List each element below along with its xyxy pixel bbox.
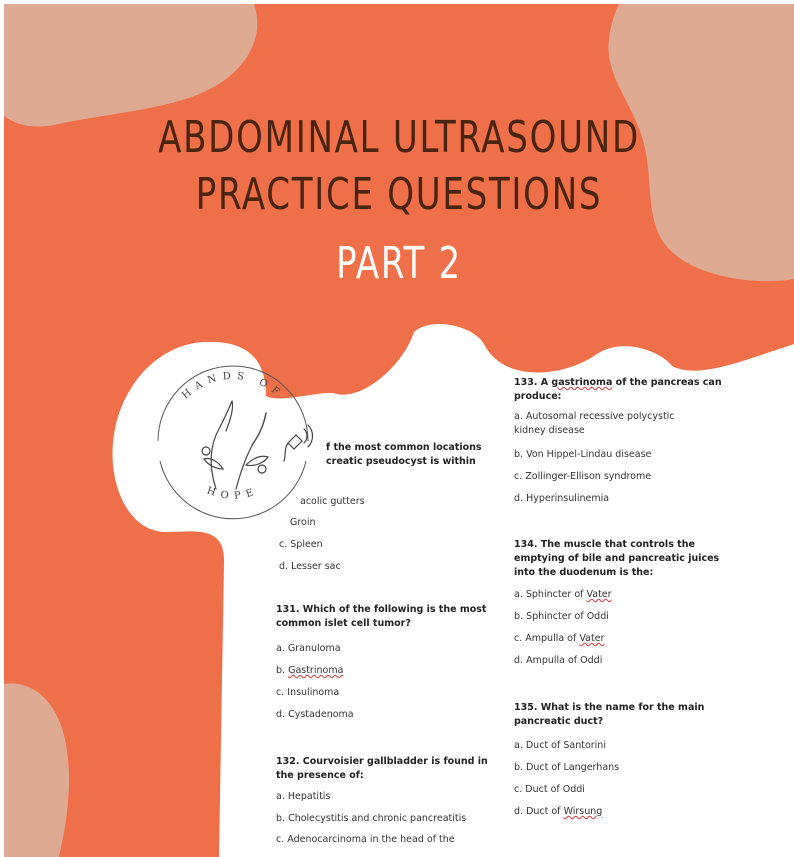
title-part: PART 2 [336,238,462,289]
title-line-1: ABDOMINAL ULTRASOUND [158,112,640,163]
svg-text:HOPE [205,485,260,502]
q132-option-b: b. Cholecystitis and chronic pancreatitis [276,813,467,824]
top-left-blob [4,4,257,127]
q132-option-c: c. Adenocarcinoma in the head of the [276,834,455,845]
q135-option-b: b. Duct of Langerhans [514,762,620,773]
q134-line-1: 134. The muscle that controls the [514,539,695,550]
q134-option-a: a. Sphincter of Vater [514,589,612,600]
q135-option-d: d. Duct of Wirsung [514,806,603,817]
q133-option-c: c. Zollinger-Ellison syndrome [514,471,652,482]
hands-flowers-probe-icon [202,401,313,489]
hands-of-hope-logo [138,349,328,539]
logo-top-text: HANDS OF [180,370,286,402]
q130-option-a: acolic gutters [300,496,365,507]
poster [4,4,794,857]
q133-option-a-line-1: a. Autosomal recessive polycystic [514,411,675,422]
q131-option-d: d. Cystadenoma [276,709,354,720]
bottom-left-blob [4,683,69,857]
q133-line-1: 133. A gastrinoma of the pancreas can [514,377,722,388]
q130-partial-line-2: creatic pseudocyst is within [326,456,476,467]
q130-partial-line-1: f the most common locations [326,442,482,453]
q134-line-2: emptying of bile and pancreatic juices [514,553,720,564]
q133-option-d: d. Hyperinsulinemia [514,493,610,504]
q131-option-a: a. Granuloma [276,643,341,654]
q130-option-b: Groin [290,517,316,528]
q135-option-a: a. Duct of Santorini [514,740,606,751]
q134-line-3: into the duodenum is the: [514,567,654,578]
q131-line-2: common islet cell tumor? [276,618,411,629]
q132-line-1: 132. Courvoisier gallbladder is found in [276,756,488,767]
logo-bottom-text: HOPE [205,485,261,502]
q131-option-b: b. Gastrinoma [276,665,344,676]
q135-line-1: 135. What is the name for the main [514,702,705,713]
q131-line-1: 131. Which of the following is the most [276,604,487,615]
q135-option-c: c. Duct of Oddi [514,784,585,795]
q133-option-b: b. Von Hippel-Lindau disease [514,449,652,460]
q133-line-2: produce: [514,391,562,402]
title-line-2: PRACTICE QUESTIONS [195,169,603,220]
q130-option-c: c. Spleen [279,539,323,550]
q132-option-a: a. Hepatitis [276,791,331,802]
q130-option-d: d. Lesser sac [279,561,341,572]
q135-line-2: pancreatic duct? [514,716,604,727]
q133-option-a-line-2: kidney disease [514,425,585,436]
q134-option-c: c. Ampulla of Vater [514,633,605,644]
q134-option-b: b. Sphincter of Oddi [514,611,609,622]
q131-option-c: c. Insulinoma [276,687,340,698]
q134-option-d: d. Ampulla of Oddi [514,655,603,666]
q132-line-2: the presence of: [276,770,364,781]
